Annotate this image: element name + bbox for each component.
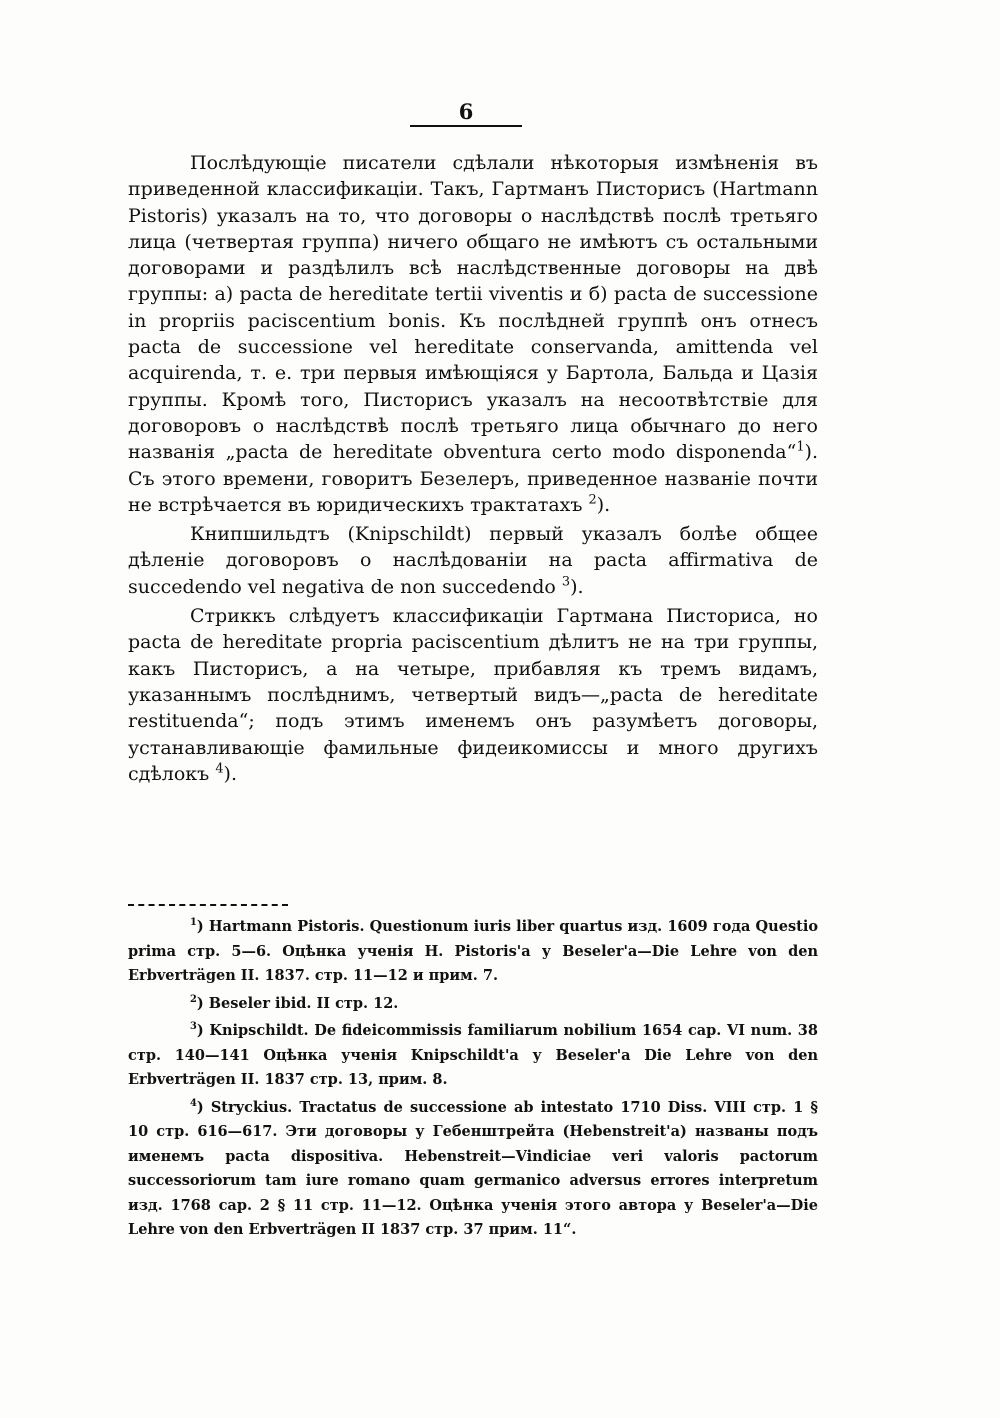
main-text: [128, 150, 818, 787]
paragraph-3: [128, 603, 818, 787]
footnote-ref-3: 3: [561, 574, 571, 590]
footnote-4-text: ) Stryckius. Tractatus de successione ab intestato 1710 Diss. VIII стр. 1 § 10 стр. 616—617. Эти договоры у Гебенштрейта (Hebenstreit'а) названы подъ именемъ pacta dispositiva. Hebenstreit—Vindiciae veri valoris pactorum successoriorum tam iure romano quam germanico adversus errores interpretum изд. 1768 cap. 2 § 11 стр. 11—12. Оцѣнка ученія этого автора у Beseler'а—Die Lehre von den Erbverträgen II 1837 стр. 37 прим. 11“.: [128, 1098, 818, 1238]
footnote-marker-2: 2: [190, 993, 197, 1005]
paragraph-2-text-a: Книпшильдтъ (Knipschildt) первый указалъ болѣе общее дѣленіе договоровъ о наслѣдованіи на pacta affirmativa de succedendo vel negativa de non succedendo: [128, 523, 818, 598]
footnote-2: [128, 992, 818, 1017]
footnote-separator: [128, 904, 288, 906]
footnote-2-text: ) Beseler ibid. II стр. 12.: [196, 994, 399, 1012]
footnote-marker-1: 1: [190, 917, 197, 929]
paragraph-2: [128, 521, 818, 600]
footnote-1-text: ) Hartmann Pistoris. Questionum iuris liber quartus изд. 1609 года Questio prima стр. 5—6. Оцѣнка ученія H. Pistoris'а у Beseler'а—Die Lehre von den Erbverträgen II. 1837. стр. 11—12 и прим. 7.: [128, 918, 818, 984]
footnote-ref-2: 2: [588, 492, 597, 508]
paragraph-1-text-b: ). Съ этого времени, говоритъ Безелеръ, приведенное названіе почти не встрѣчается въ юридическихъ трактатахъ: [128, 441, 818, 516]
footnote-3-text: ) Knipschildt. De fideicommissis familiarum nobilium 1654 cap. VI num. 38 стр. 140—141 Оцѣнка ученія Knipschildt'а у Beseler'а Die Lehre von den Erbverträgen II. 1837 стр. 13, прим. 8.: [128, 1022, 818, 1088]
paragraph-3-text-a: Стриккъ слѣдуетъ классификаціи Гартмана Писториса, но pacta de hereditate propria paciscentium дѣлитъ не на три группы, какъ Писторисъ, а на четыре, прибавляя къ тремъ видамъ, указаннымъ послѣднимъ, четвертый видъ—„pacta de hereditate restituenda“; подъ этимъ именемъ онъ разумѣетъ договоры, устанавливающіе фамильные фидеикомиссы и много другихъ сдѣлокъ: [128, 605, 818, 785]
footnotes: [128, 915, 818, 1243]
footnote-4: [128, 1096, 818, 1243]
footnote-marker-4: 4: [190, 1097, 197, 1109]
footnote-marker-3: 3: [190, 1021, 197, 1033]
page-number: 6: [458, 99, 474, 124]
footnote-ref-4: 4: [215, 761, 224, 777]
footnote-1: [128, 915, 818, 989]
paragraph-1-text-c: ).: [596, 493, 611, 516]
page-number-rule: [410, 125, 522, 127]
footnote-3: [128, 1019, 818, 1093]
paragraph-1-text-a: Послѣдующіе писатели сдѣлали нѣкоторыя измѣненія въ приведенной классификаціи. Такъ, Гартманъ Писторисъ (Hartmann Pistoris) указалъ на то, что договоры о наслѣдствѣ послѣ третьяго лица (четвертая группа) ничего общаго не имѣютъ съ остальными договорами и раздѣлилъ всѣ наслѣдственные договоры на двѣ группы: a) pacta de hereditate tertii viventis и б) pacta de successione in propriis paciscentium bonis. Къ послѣдней группѣ онъ отнесъ pacta de successione vel hereditate conservanda, amittenda vel acquirenda, т. е. три первыя имѣющіяся у Бартола, Бальда и Цазія группы. Кромѣ того, Писторисъ указалъ на несоотвѣтствіе для договоровъ о наслѣдствѣ послѣ третьяго лица обычнаго до него названія „pacta de hereditate obventura certo modo disponenda“: [128, 152, 818, 464]
paragraph-3-text-b: ).: [223, 762, 237, 785]
paragraph-1: [128, 150, 818, 518]
footnote-ref-1: 1: [796, 439, 805, 455]
paragraph-2-text-b: ).: [570, 575, 584, 598]
